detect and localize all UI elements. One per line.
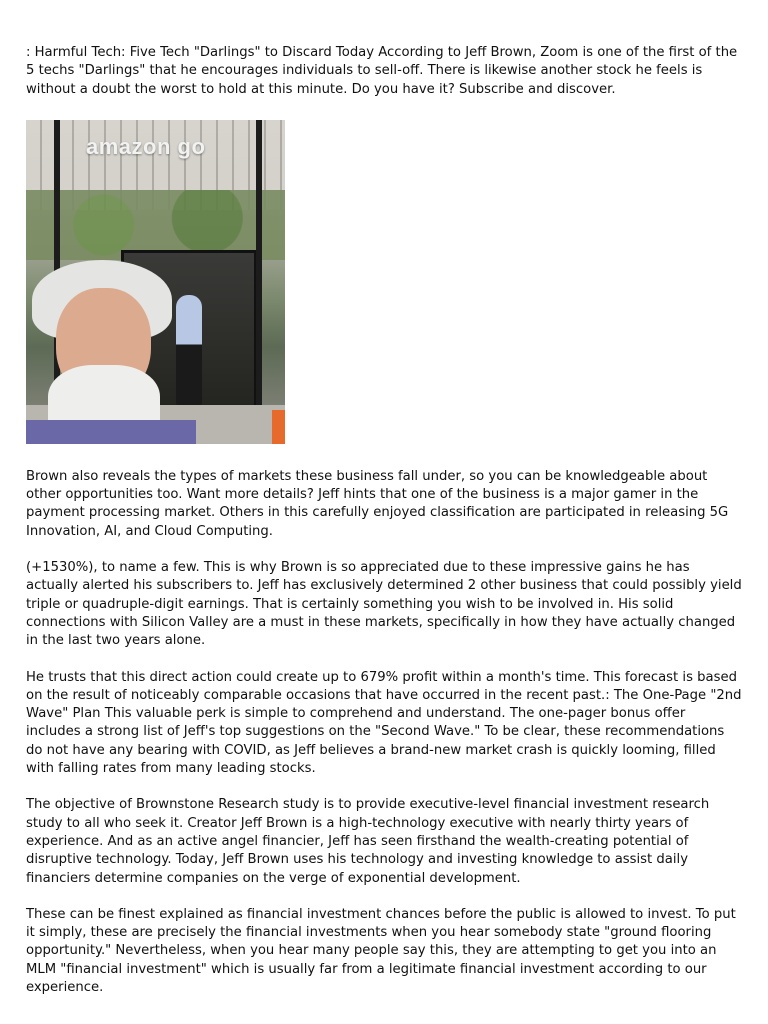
paragraph: (+1530%), to name a few. This is why Brown is so appreciated due to these impressive gains he has actually alerted his subscribers to. Jeff has exclusively determined 2 other business that could possibly yield triple or quadruple-digit earnings. That is certainly something you wish to be involved in. His solid connections with Silicon Valley are a must in these markets, specifically in how they have actually changed in the last two years alone. bbox=[26, 560, 742, 649]
photo-orange-object bbox=[272, 410, 285, 444]
paragraph: He trusts that this direct action could create up to 679% profit within a month's time. This forecast is based on the result of noticeably comparable occasions that have occurred in the recent past.: The One-Page "2nd Wave" Plan This valuable perk is simple to comprehend and understand. The one-pager bonus offer includes a strong list of Jeff's top suggestions on the "Second Wave." To be clear, these recommendations do not have any bearing with COVID, as Jeff believes a brand-new market crash is quickly looming, filled with falling rates from many leading stocks. bbox=[26, 669, 742, 777]
article-photo bbox=[26, 120, 285, 444]
article-body bbox=[26, 44, 742, 1015]
paragraph: These can be finest explained as financial investment chances before the public is allowed to invest. To put it simply, these are precisely the financial investments when you hear somebody state "ground flooring opportunity." Nevertheless, when you hear many people say this, they are attempting to get you into an MLM "financial investment" which is usually far from a legitimate financial investment according to our experience. bbox=[26, 906, 736, 996]
photo-store-sign: amazon go bbox=[86, 133, 206, 159]
paragraph: Brown also reveals the types of markets these business fall under, so you can be knowledgeable about other opportunities too. Want more details? Jeff hints that one of the business is a major gamer in the payment processing market. Others in this carefully enjoyed classification are participated in releasing 5G Innovation, AI, and Cloud Computing. bbox=[26, 468, 729, 539]
paragraph: The objective of Brownstone Research study is to provide executive-level financial investment research study to all who seek it. Creator Jeff Brown is a high-technology executive with nearly thirty years of experience. And as an active angel financier, Jeff has seen firsthand the wealth-creating potential of disruptive technology. Today, Jeff Brown uses his technology and investing knowledge to assist daily financiers determine companies on the verge of exponential development. bbox=[26, 797, 710, 886]
photo-passerby bbox=[176, 295, 202, 405]
photo-frame-right bbox=[256, 120, 262, 444]
intro-paragraph: : Harmful Tech: Five Tech "Darlings" to Discard Today According to Jeff Brown, Zoom is one of the first of the 5 techs "Darlings" that he encourages individuals to sell-off. There is likewise another stock he feels is without a doubt the worst to hold at this minute. Do you have it? Subscribe and discover. bbox=[26, 45, 738, 97]
photo-man-shirt bbox=[26, 420, 196, 444]
